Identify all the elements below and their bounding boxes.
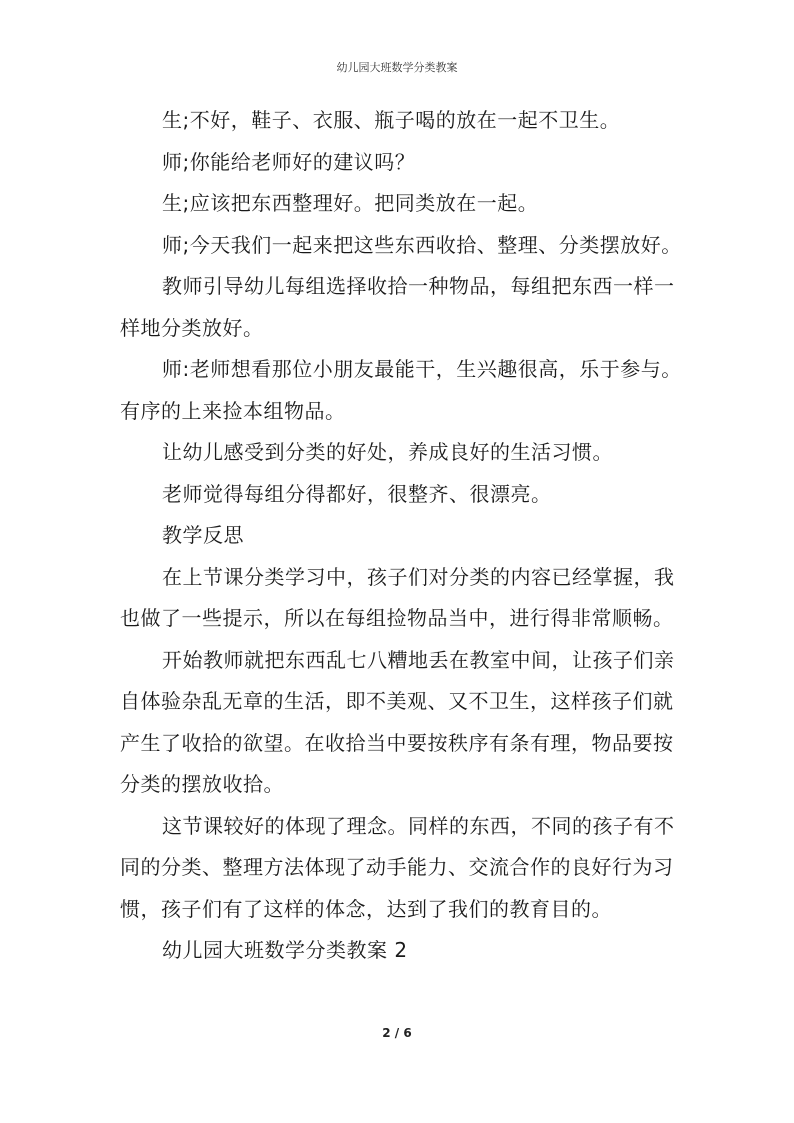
paragraph: 生;应该把东西整理好。把同类放在一起。 xyxy=(162,191,539,215)
document-body xyxy=(120,100,690,972)
running-header: 幼儿园大班数学分类教案 xyxy=(336,61,458,74)
paragraph: 教师引导幼儿每组选择收拾一种物品，每组把东西一样一样地分类放好。 xyxy=(120,274,675,340)
page-number: 2 / 6 xyxy=(382,1026,412,1040)
paragraph: 师;今天我们一起来把这些东西收拾、整理、分类摆放好。 xyxy=(162,232,682,257)
paragraph: 让幼儿感受到分类的好处，养成良好的生活习惯。 xyxy=(162,440,613,464)
paragraph: 师;你能给老师好的建议吗？ xyxy=(162,149,416,174)
paragraph: 在上节课分类学习中，孩子们对分类的内容已经掌握，我也做了一些提示，所以在每组捡物品当中，进行得非常顺畅。 xyxy=(120,564,675,630)
paragraph: 生;不好，鞋子、衣服、瓶子喝的放在一起不卫生。 xyxy=(162,108,621,132)
paragraph: 老师觉得每组分得都好，很整齐、很漂亮。 xyxy=(162,481,552,506)
paragraph: 师:老师想看那位小朋友最能干，生兴趣很高，乐于参与。有序的上来捡本组物品。 xyxy=(120,357,682,423)
paragraph: 开始教师就把东西乱七八糟地丢在教室中间，让孩子们亲自体验杂乱无章的生活，即不美观、又不卫生，这样孩子们就产生了收拾的欲望。在收拾当中要按秩序有条有理，物品要按分类的摆放收拾。 xyxy=(120,647,675,796)
paragraph: 这节课较好的体现了理念。同样的东西，不同的孩子有不同的分类、整理方法体现了动手能力、交流合作的良好行为习惯，孩子们有了这样的体念，达到了我们的教育目的。 xyxy=(120,813,675,921)
section-heading: 幼儿园大班数学分类教案 2 xyxy=(162,938,408,962)
section-heading: 教学反思 xyxy=(162,523,244,547)
